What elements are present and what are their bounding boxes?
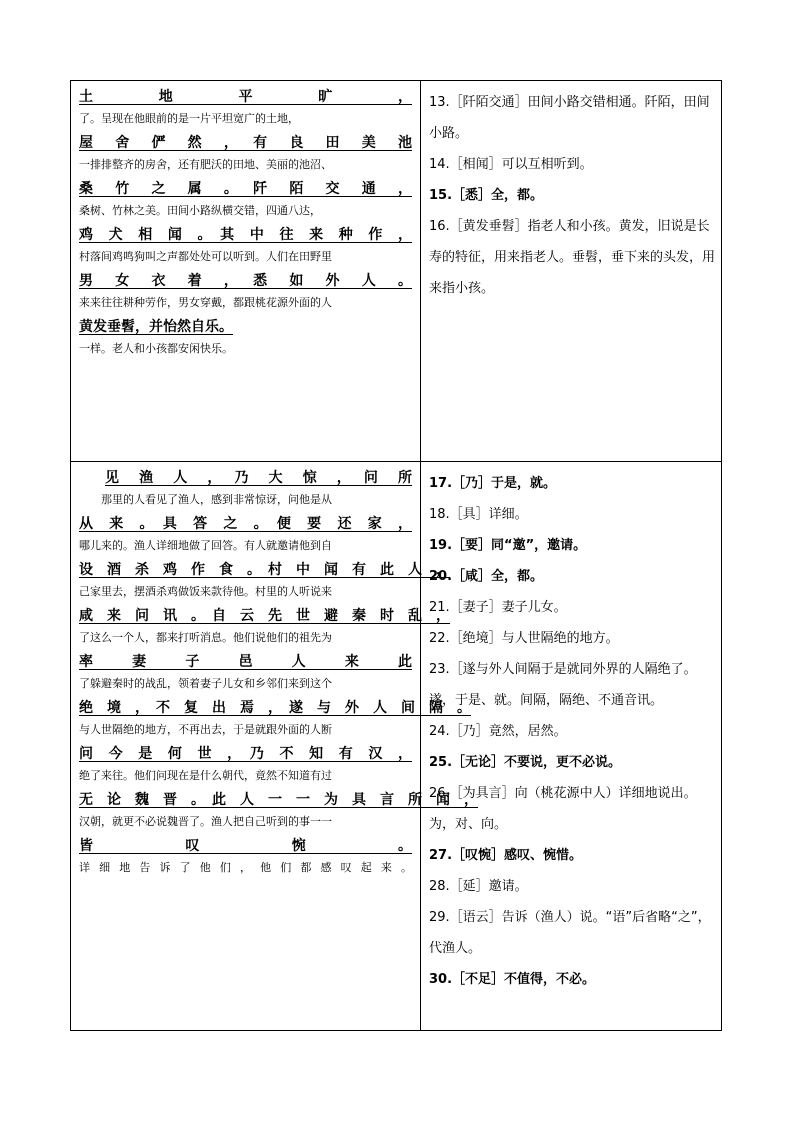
translation-line: 了躲避秦时的战乱，领着妻子儿女和乡邻们来到这个 bbox=[79, 677, 332, 690]
original-line: 设 酒 杀 鸡 作 食 。 村 中 闻 有 此 人 ， bbox=[79, 562, 450, 578]
translation-line: 汉朝，就更不必说魏晋了。渔人把自己听到的事一一 bbox=[79, 815, 332, 828]
translation-line: 桑树、竹林之美。田间小路纵横交错，四通八达， bbox=[79, 204, 321, 217]
translation-line: 绝了来往。他们问现在是什么朝代，竟然不知道有过 bbox=[79, 769, 332, 782]
translation-line: 了。呈现在他眼前的是一片平坦宽广的土地， bbox=[79, 112, 299, 125]
original-line: 率 妻 子 邑 人 来 此 bbox=[79, 654, 412, 670]
annotation-note: 23.［遂与外人间隔于是就同外界的人隔绝了。遂，于是、就。间隔，隔绝、不通音讯。 bbox=[429, 662, 697, 708]
annotation-note: 22.［绝境］与人世隔绝的地方。 bbox=[429, 631, 619, 646]
translation-line: 详细地告诉了他们，他们都感叹起来。 bbox=[79, 861, 412, 874]
original-text-cell bbox=[71, 462, 478, 1031]
translation-line: 了这么一个人，都来打听消息。他们说他们的祖先为 bbox=[79, 631, 332, 644]
annotation-note: 29.［语云］告诉（渔人）说。“语”后省略“之”，代渔人。 bbox=[429, 910, 711, 956]
original-line: 鸡 犬 相 闻 。 其 中 往 来 种 作 ， bbox=[79, 227, 412, 243]
annotation-note: 26.［为具言］向（桃花源中人）详细地说出。为，对、向。 bbox=[429, 786, 697, 832]
annotation-note: 16.［黄发垂髫］指老人和小孩。黄发，旧说是长寿的特征，用来指老人。垂髫，垂下来的头发，用来指小孩。 bbox=[429, 219, 716, 296]
annotation-note: 21.［妻子］妻子儿女。 bbox=[429, 600, 567, 615]
annotation-note: 30.［不足］不值得，不必。 bbox=[429, 972, 596, 987]
notes-cell bbox=[421, 462, 722, 1031]
original-line: 土 地 平 旷 ， bbox=[79, 89, 412, 105]
original-text-cell bbox=[71, 81, 421, 462]
translation-line: 那里的人看见了渔人，感到非常惊讶，问他是从 bbox=[101, 493, 332, 506]
table-row bbox=[71, 81, 722, 462]
translation-line: 哪儿来的。渔人详细地做了回答。有人就邀请他到自 bbox=[79, 539, 332, 552]
translation-line: 来来往往耕种劳作，男女穿戴，都跟桃花源外面的人 bbox=[79, 296, 332, 309]
translation-line: 村落间鸡鸣狗叫之声都处处可以听到。人们在田野里 bbox=[79, 250, 332, 263]
original-line: 从 来 。 具 答 之 。 便 要 还 家 ， bbox=[79, 516, 412, 532]
annotation-note: 25.［无论］不要说，更不必说。 bbox=[429, 755, 622, 770]
original-line: 问 今 是 何 世 ， 乃 不 知 有 汉 ， bbox=[79, 746, 412, 762]
notes-cell bbox=[421, 81, 722, 462]
original-line: 屋 舍 俨 然 ， 有 良 田 美 池 bbox=[79, 135, 412, 151]
translation-line: 己家里去，摆酒杀鸡做饭来款待他。村里的人听说来 bbox=[79, 585, 332, 598]
table-row bbox=[71, 462, 722, 1031]
original-line: 咸 来 问 讯 。 自 云 先 世 避 秦 时 乱 ， bbox=[79, 608, 450, 624]
text-annotation-table bbox=[70, 80, 722, 1031]
original-line: 绝 境 ， 不 复 出 焉 ， 遂 与 外 人 间 隔 。 bbox=[79, 700, 471, 716]
original-line: 男 女 衣 着 ， 悉 如 外 人 。 bbox=[79, 273, 412, 289]
original-line: 桑 竹 之 属 。 阡 陌 交 通 ， bbox=[79, 181, 412, 197]
translation-line: 一排排整齐的房舍，还有肥沃的田地、美丽的池沼、 bbox=[79, 158, 332, 171]
annotation-note: 15.［悉］全，都。 bbox=[429, 188, 544, 203]
annotation-note: 13.［阡陌交通］田间小路交错相通。阡陌，田间小路。 bbox=[429, 95, 710, 141]
original-line: 皆 叹 惋 。 bbox=[79, 838, 412, 854]
annotation-note: 17.［乃］于是，就。 bbox=[429, 476, 557, 491]
annotation-note: 27.［叹惋］感叹、惋惜。 bbox=[429, 848, 583, 863]
annotation-note: 24.［乃］竟然，居然。 bbox=[429, 724, 567, 739]
annotation-note: 28.［延］邀请。 bbox=[429, 879, 528, 894]
original-line: 见 渔 人 ， 乃 大 惊 ， 问 所 bbox=[105, 470, 412, 486]
annotation-note: 18.［具］详细。 bbox=[429, 507, 528, 522]
original-line: 无 论 魏 晋 。 此 人 一 一 为 具 言 所 闻 ， bbox=[79, 792, 478, 808]
translation-line: 一样。老人和小孩都安闲快乐。 bbox=[79, 342, 233, 355]
annotation-note: 14.［相闻］可以互相听到。 bbox=[429, 157, 593, 172]
annotation-note: 20.［咸］全，都。 bbox=[429, 569, 544, 584]
annotation-note: 19.［要］同“邀”，邀请。 bbox=[429, 538, 587, 553]
original-line: 黄发垂髫，并怡然自乐。 bbox=[79, 319, 233, 335]
translation-line: 与人世隔绝的地方，不再出去，于是就跟外面的人断 bbox=[79, 723, 332, 736]
